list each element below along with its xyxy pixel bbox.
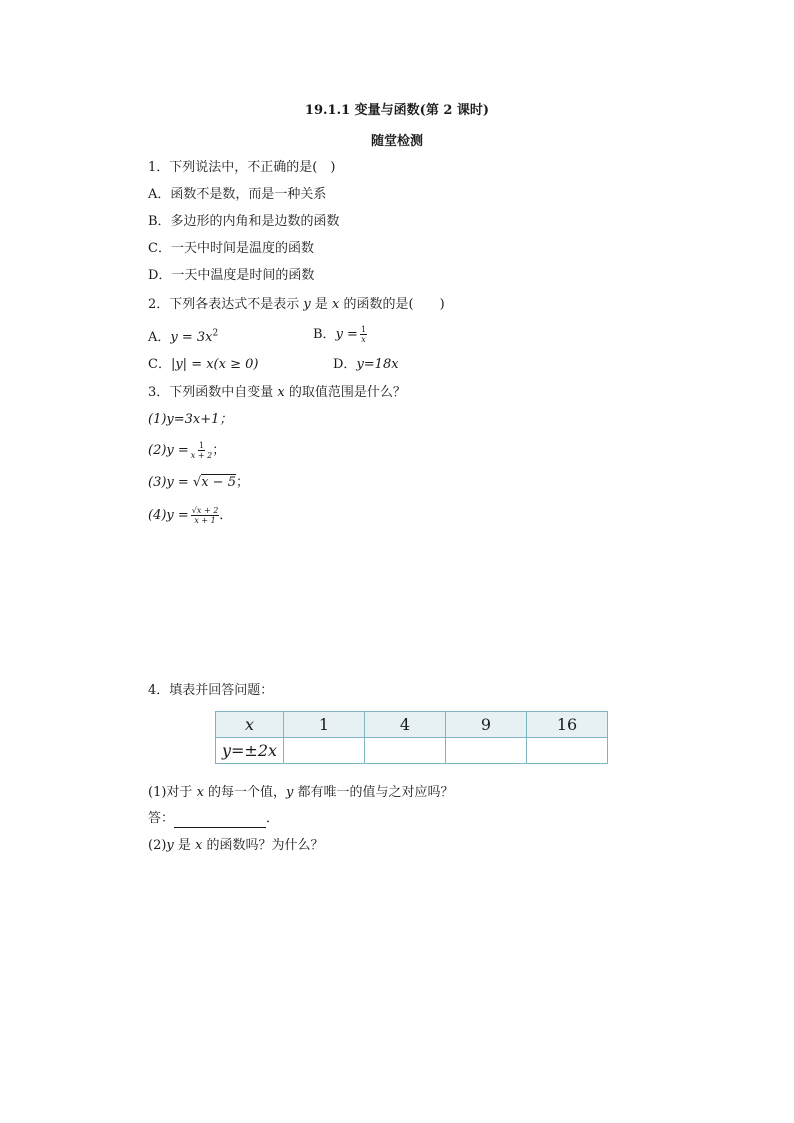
page-title: 19.1.1 变量与函数(第 2 课时) <box>304 103 490 118</box>
table-input-cell[interactable] <box>284 738 365 764</box>
table-cell: x <box>216 712 284 738</box>
q2-stem: 2．下列各表达式不是表示 y 是 x 的函数的是( ) <box>148 297 445 312</box>
fraction: $\frac{1}{x}$ <box>360 325 367 344</box>
q4-sub-2: (2)y 是 x 的函数吗？为什么？ <box>148 838 324 853</box>
q3-part-2: (2)y = $\frac{1}{x + 2}$ ； <box>148 441 226 460</box>
fraction: $\frac{√x + 2}{x + 1}$ <box>191 506 219 525</box>
q3-stem: 3．下列函数中自变量 x 的取值范围是什么？ <box>148 385 406 400</box>
section-subtitle: 随堂检测 <box>370 134 423 149</box>
table-row <box>216 738 608 764</box>
q2-option-b: B．y = $\frac{1}{x}$ <box>313 325 367 344</box>
q2-options-row2 <box>148 356 568 376</box>
q4-sub-1: (1)对于 x 的每一个值，y 都有唯一的值与之对应吗？ <box>148 785 454 800</box>
q4-stem: 4．填表并回答问题： <box>148 683 274 698</box>
q1-option-b: B．多边形的内角和是边数的函数 <box>148 214 340 229</box>
table-input-cell[interactable] <box>365 738 446 764</box>
table-row <box>216 712 608 738</box>
q1-stem: 1．下列说法中，不正确的是( ) <box>148 160 336 175</box>
table-input-cell[interactable] <box>527 738 608 764</box>
table-input-cell[interactable] <box>446 738 527 764</box>
answer-blank[interactable] <box>174 814 266 828</box>
q2-option-d: D．y=18x <box>333 357 399 372</box>
q2-option-a: A．$y = 3x^2$ <box>148 329 219 346</box>
table-cell: 4 <box>365 712 446 738</box>
q1-option-d: D．一天中温度是时间的函数 <box>148 268 315 283</box>
values-table <box>215 711 608 764</box>
q2-option-c: C．|y| = x(x ≥ 0) <box>148 357 259 372</box>
table-cell: 16 <box>527 712 608 738</box>
q1-option-a: A．函数不是数，而是一种关系 <box>148 187 327 202</box>
table-cell: 9 <box>446 712 527 738</box>
q4-answer-line: 答： ． <box>148 811 280 826</box>
table-cell: y=±2x <box>216 738 284 764</box>
table-cell: 1 <box>284 712 365 738</box>
q2-options-row1 <box>148 325 568 345</box>
q3-part-3: (3)y = √x − 5； <box>148 475 249 490</box>
q3-part-1: (1)y=3x+1； <box>148 412 233 427</box>
q1-option-c: C．一天中时间是温度的函数 <box>148 241 314 256</box>
sqrt-icon: √ <box>192 475 202 490</box>
fraction: $\frac{1}{x + 2}$ <box>190 441 213 460</box>
q3-part-4: (4)y = $\frac{√x + 2}{x + 1}$ ． <box>148 506 233 525</box>
